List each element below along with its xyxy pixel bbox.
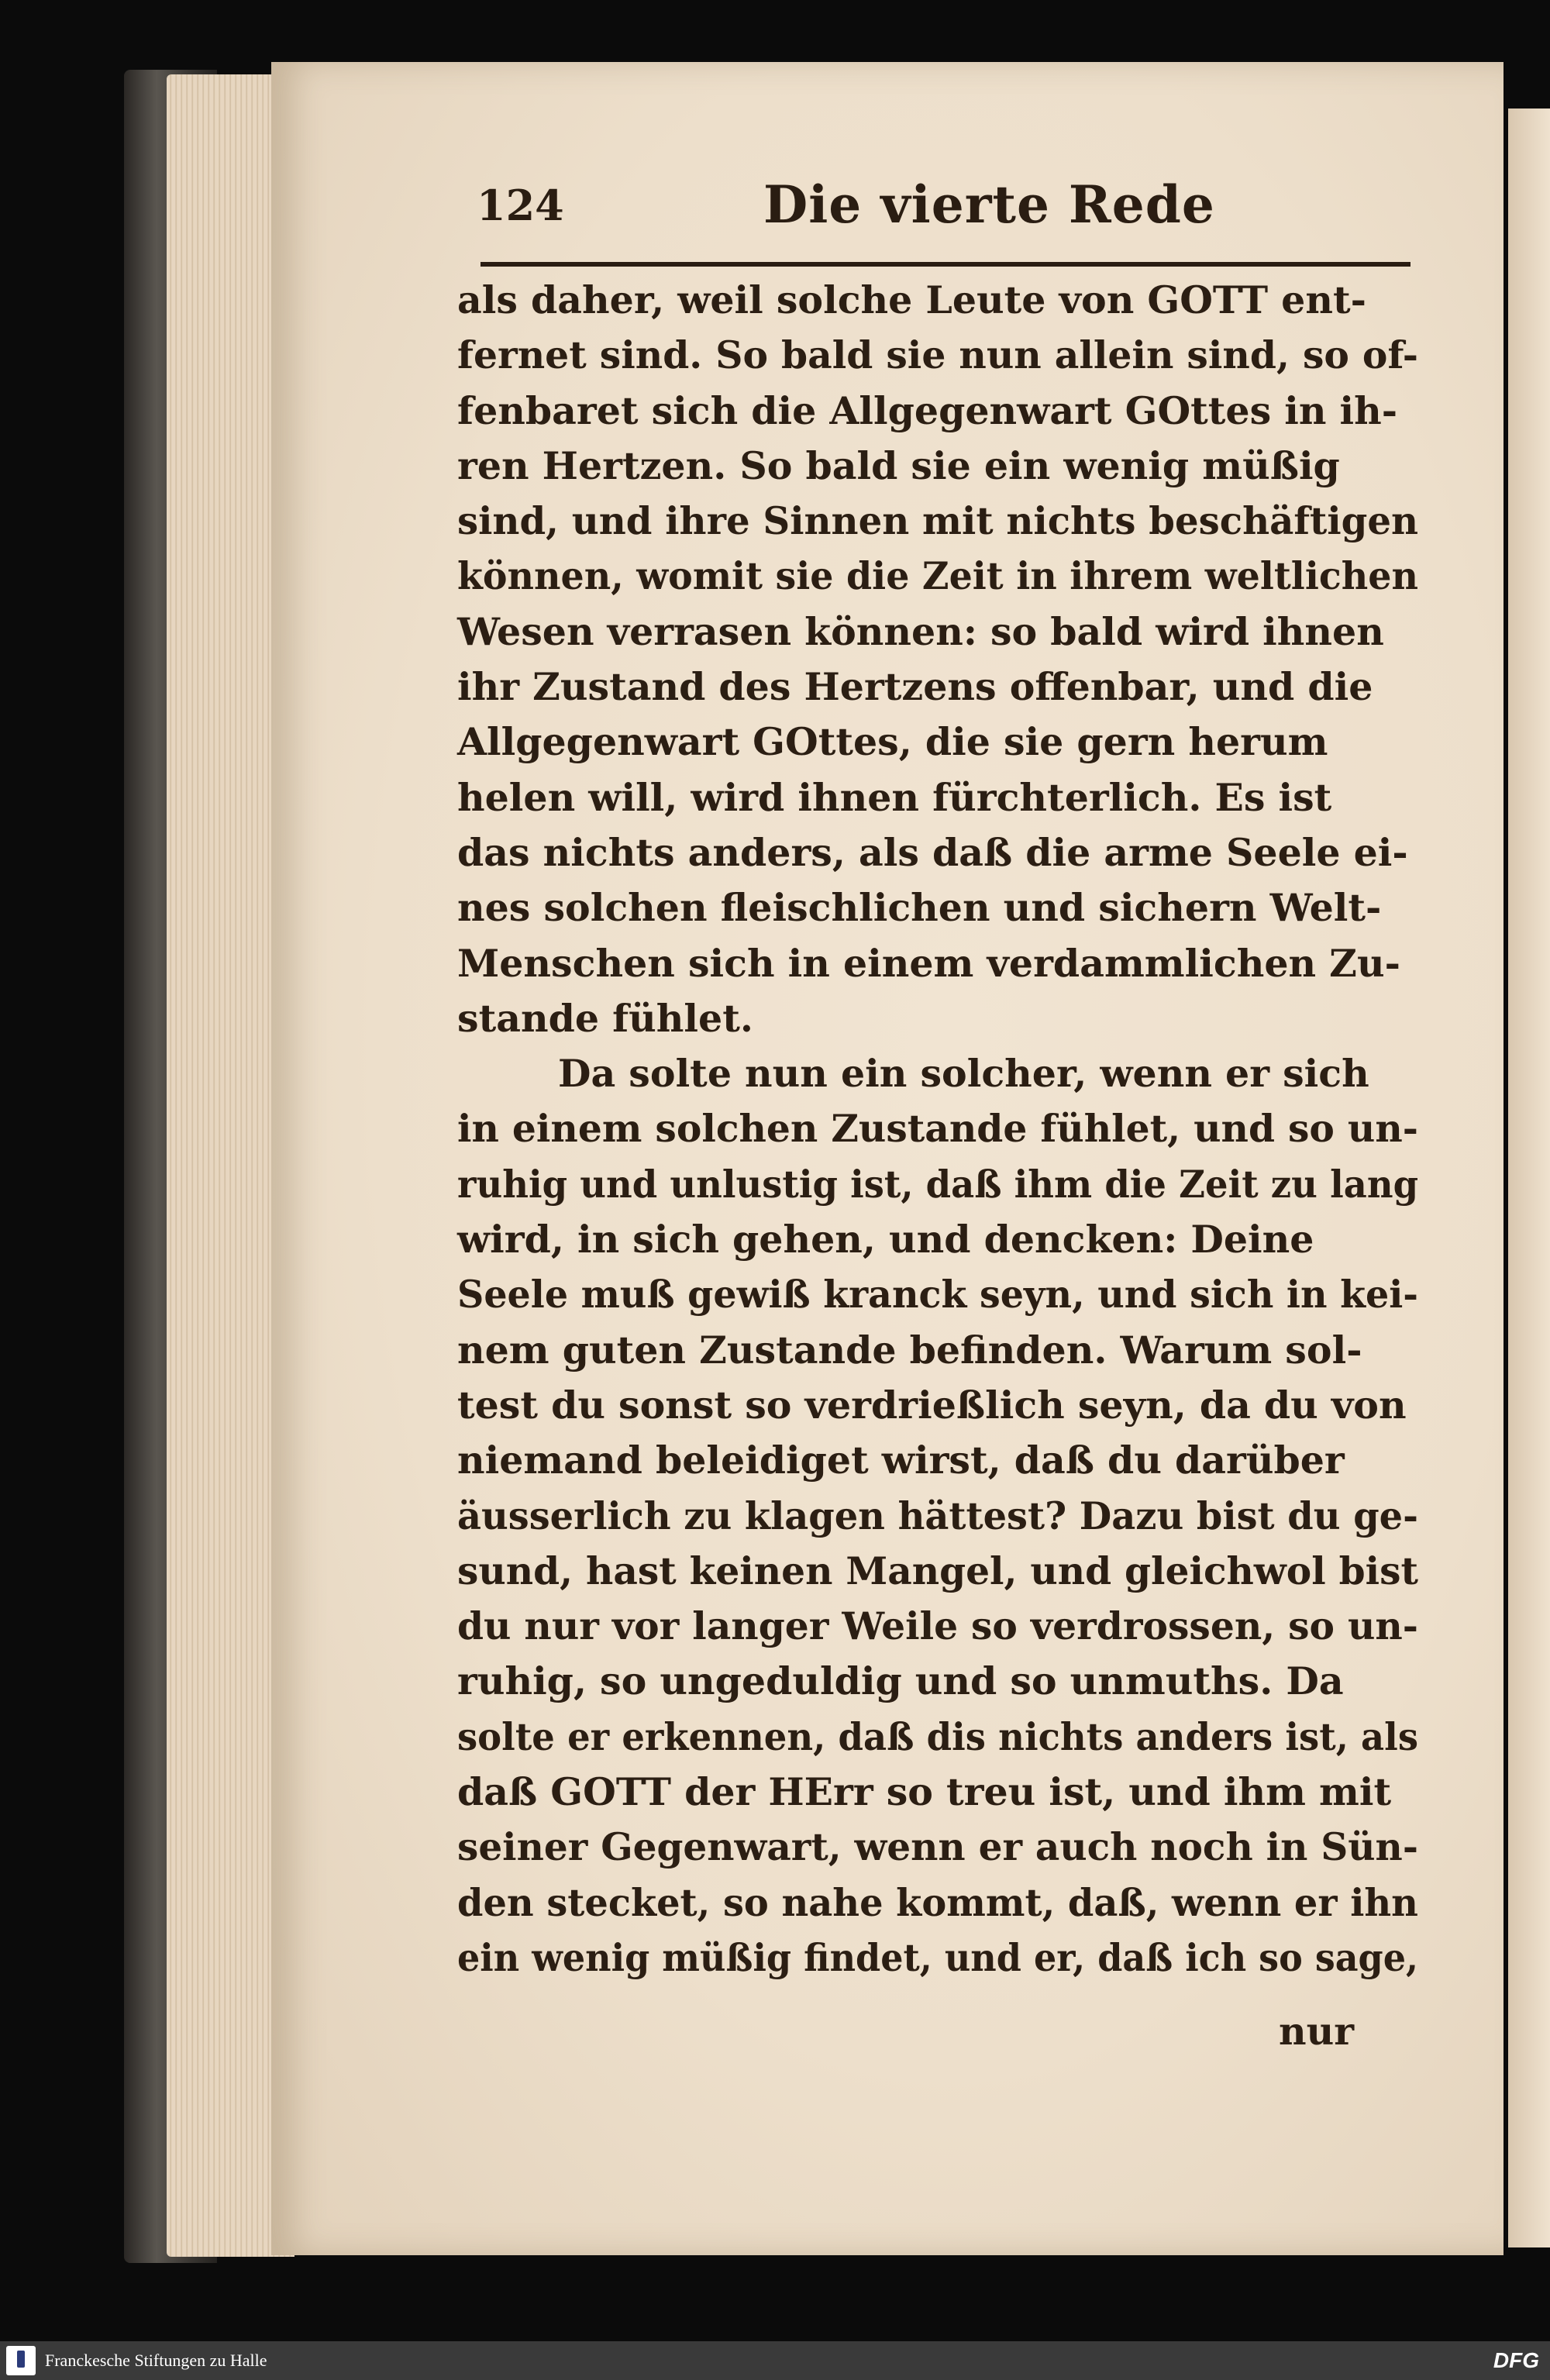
text-line: den stecket, so nahe kommt, daß, wenn er ihn [457, 1879, 1418, 1925]
text-line: ren Hertzen. So bald sie ein wenig müßig [457, 443, 1340, 488]
header-rule [480, 262, 1410, 267]
text-line: nes solchen fleischlichen und sichern Welt- [457, 885, 1382, 931]
viewer-footer [0, 2341, 1550, 2380]
text-line: ihr Zustand des Hertzens offenbar, und die [457, 664, 1373, 710]
text-line: sund, hast keinen Mangel, und gleichwol bist [457, 1548, 1418, 1593]
text-line: das nichts anders, als daß die arme Seele ei- [457, 829, 1408, 875]
text-line: in einem solchen Zustande fühlet, und so un- [457, 1106, 1419, 1152]
text-line: als daher, weil solche Leute von GOTT ent- [457, 277, 1366, 322]
page-header [477, 174, 1414, 236]
text-line: wird, in sich gehen, und dencken: Deine [457, 1217, 1314, 1262]
text-line: Seele muß gewiß kranck seyn, und sich in kei- [457, 1272, 1419, 1317]
text-line: äusserlich zu klagen hättest? Dazu bist du ge- [457, 1493, 1418, 1538]
institution-logo [6, 2346, 36, 2375]
text-line: seiner Gegenwart, wenn er auch noch in Sün- [457, 1824, 1418, 1870]
next-page-edge [1508, 108, 1550, 2247]
page-number: 124 [477, 181, 564, 230]
text-line: können, womit sie die Zeit in ihrem weltlichen [457, 553, 1418, 599]
text-line: nem guten Zustande befinden. Warum sol- [457, 1327, 1362, 1373]
text-line: niemand beleidiget wirst, daß du darüber [457, 1438, 1345, 1483]
text-line: du nur vor langer Weile so verdrossen, so un- [457, 1603, 1419, 1649]
catchword: nur [1279, 2009, 1355, 2054]
text-line: helen will, wird ihnen fürchterlich. Es ist [457, 774, 1332, 820]
text-line: sind, und ihre Sinnen mit nichts beschäftigen [457, 498, 1419, 544]
text-line: solte er erkennen, daß dis nichts anders ist, als [457, 1714, 1419, 1759]
body-text [457, 273, 1418, 1986]
logo-mark-icon [17, 2351, 25, 2368]
text-line: ruhig, so ungeduldig und so unmuths. Da [457, 1658, 1344, 1704]
institution-name: Franckesche Stiftungen zu Halle [45, 2351, 267, 2370]
running-title: Die vierte Rede [763, 174, 1215, 235]
text-line: fernet sind. So bald sie nun allein sind, so of- [457, 332, 1418, 378]
text-line: Allgegenwart GOttes, die sie gern herum [457, 719, 1328, 765]
text-line: stande fühlet. [457, 995, 753, 1041]
text-line: test du sonst so verdrießlich seyn, da du von [457, 1382, 1407, 1428]
dfg-logo: DFG [1493, 2348, 1539, 2372]
text-line: Wesen verrasen können: so bald wird ihnen [457, 608, 1384, 654]
text-line: daß GOTT der HErr so treu ist, und ihm mit [457, 1769, 1392, 1815]
text-line: fenbaret sich die Allgegenwart GOttes in ih- [457, 387, 1398, 433]
text-line: Da solte nun ein solcher, wenn er sich [558, 1051, 1369, 1097]
text-line: Menschen sich in einem verdammlichen Zu- [457, 940, 1400, 986]
text-line: ruhig und unlustig ist, daß ihm die Zeit zu lang [457, 1161, 1419, 1207]
text-line: ein wenig müßig findet, und er, daß ich so sage, [457, 1934, 1419, 1980]
